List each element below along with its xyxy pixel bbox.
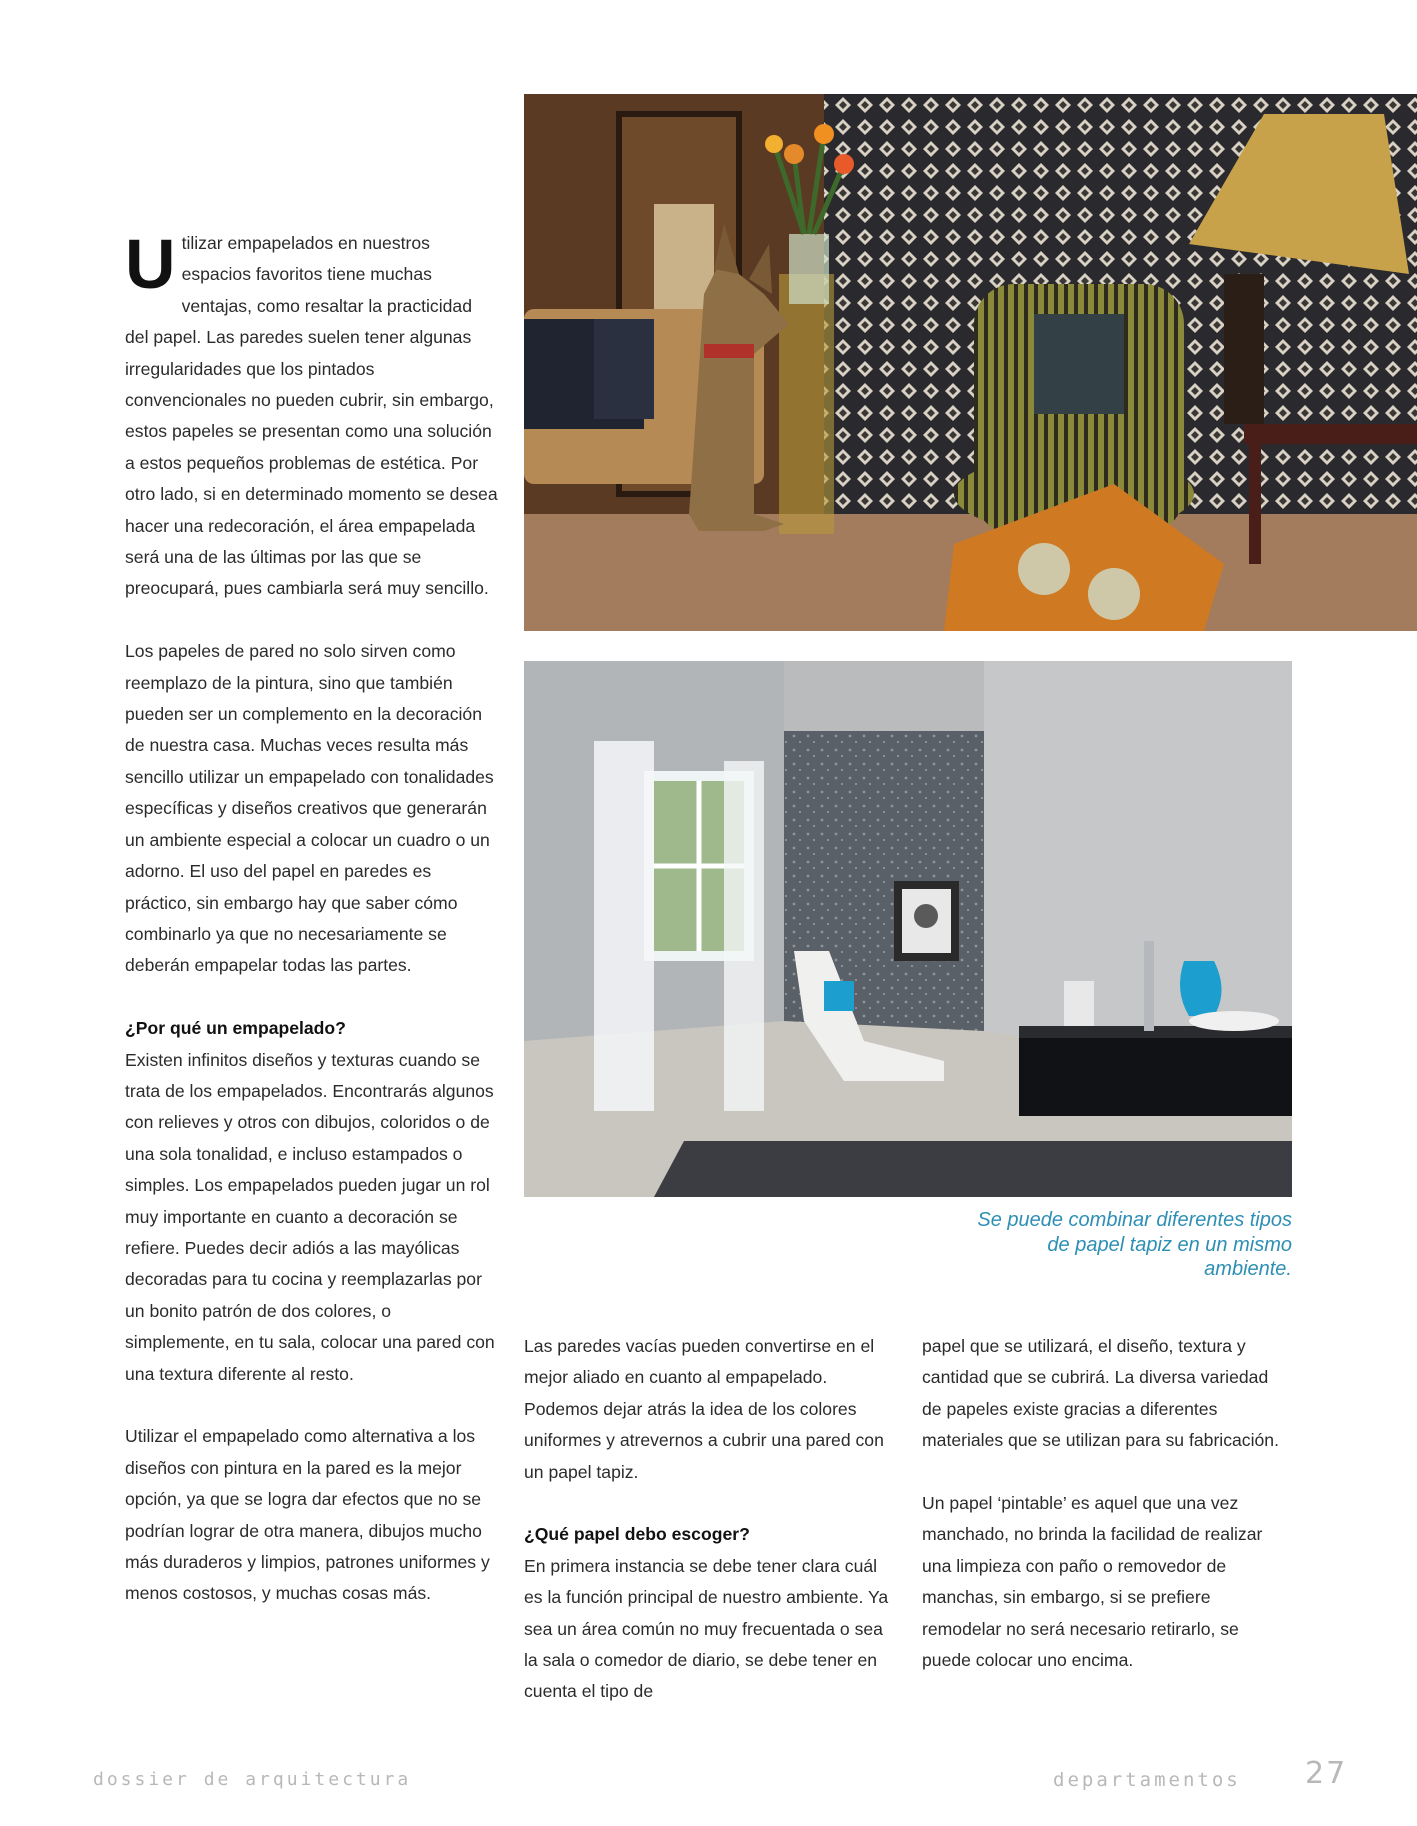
article-column-left — [125, 225, 500, 1641]
bedroom-photo — [524, 661, 1292, 1197]
paragraph: Un papel ‘pintable’ es aquel que una vez manchado, no brinda la facilidad de realizar una limpieza con paño o removedor de manchas, sin embargo, si se prefiere remodelar no será necesario retirarlo, se puede colocar uno encima. — [922, 1493, 1263, 1671]
section-heading: ¿Qué papel debo escoger? — [524, 1524, 750, 1545]
intro-paragraph: Utilizar empapelados en nuestros espacios favoritos tiene muchas ventajas, como resaltar la practicidad del papel. Las paredes suelen tener algunas irregularidades que los pintados convencionales no pueden cubrir, sin embargo, estos papeles se presentan como una solución a estos pequeños problemas de estética. Por otro lado, si en determinado momento se desea hacer una redecoración, el área empapelada será una de las últimas por las que se preocupará, pues cambiarla será muy sencillo. — [125, 225, 498, 599]
paragraph-continued: papel que se utilizará, el diseño, textura y cantidad que se cubrirá. La diversa variedad de papeles existe gracias a diferentes materiales que se utilizan para su fabricación. — [922, 1336, 1279, 1451]
article-column-right — [922, 1331, 1292, 1708]
paragraph: En primera instancia se debe tener clara cuál es la función principal de nuestro ambiente. Ya sea un área común no muy frecuentada o sea la sala o comedor de diario, se debe tener en cuenta el tipo de — [524, 1555, 889, 1702]
paragraph: Utilizar el empapelado como alternativa a los diseños con pintura en la pared es la mejor opción, ya que se logra dar efectos que no se podrían lograr de otra manera, dibujos mucho más duraderos y limpios, patrones uniformes y menos costosos, y muchas cosas más. — [125, 1426, 490, 1604]
paragraph: Existen infinitos diseños y texturas cuando se trata de los empapelados. Encontrarás algunos con relieves y otros con dibujos, coloridos o de una sola tonalidad, e incluso estampados o simples. Los empapelados pueden jugar un rol muy importante en cuanto a decoración se refiere. Puedes decir adiós a las mayólicas decoradas para tu cocina y reemplazarlas por un bonito patrón de dos colores, o simplemente, en tu sala, colocar una pared con una textura diferente al resto. — [125, 1049, 495, 1384]
section-name: departamentos — [1053, 1769, 1241, 1791]
section-heading: ¿Por qué un empapelado? — [125, 1018, 346, 1039]
publication-name: dossier de arquitectura — [93, 1769, 412, 1790]
drop-cap: U — [125, 225, 176, 303]
photo-caption: Se puede combinar diferentes tipos de papel tapiz en un mismo ambiente. — [977, 1209, 1292, 1280]
article-column-middle — [524, 1331, 900, 1739]
living-room-photo — [524, 94, 1417, 631]
page-number: 27 — [1305, 1756, 1348, 1791]
paragraph: Los papeles de pared no solo sirven como reemplazo de la pintura, sino que también pueden ser un complemento en la decoración de nuestra casa. Muchas veces resulta más sencillo utilizar un empapelado con tonalidades específicas y diseños creativos que generarán un ambiente especial a colocar un cuadro o un adorno. El uso del papel en paredes es práctico, sin embargo hay que saber cómo combinarlo ya que no necesariamente se deberán empapelar todas las partes. — [125, 641, 494, 976]
paragraph: Las paredes vacías pueden convertirse en el mejor aliado en cuanto al empapelado. Podemos dejar atrás la idea de los colores uniformes y atrevernos a cubrir una pared con un papel tapiz. — [524, 1336, 884, 1482]
